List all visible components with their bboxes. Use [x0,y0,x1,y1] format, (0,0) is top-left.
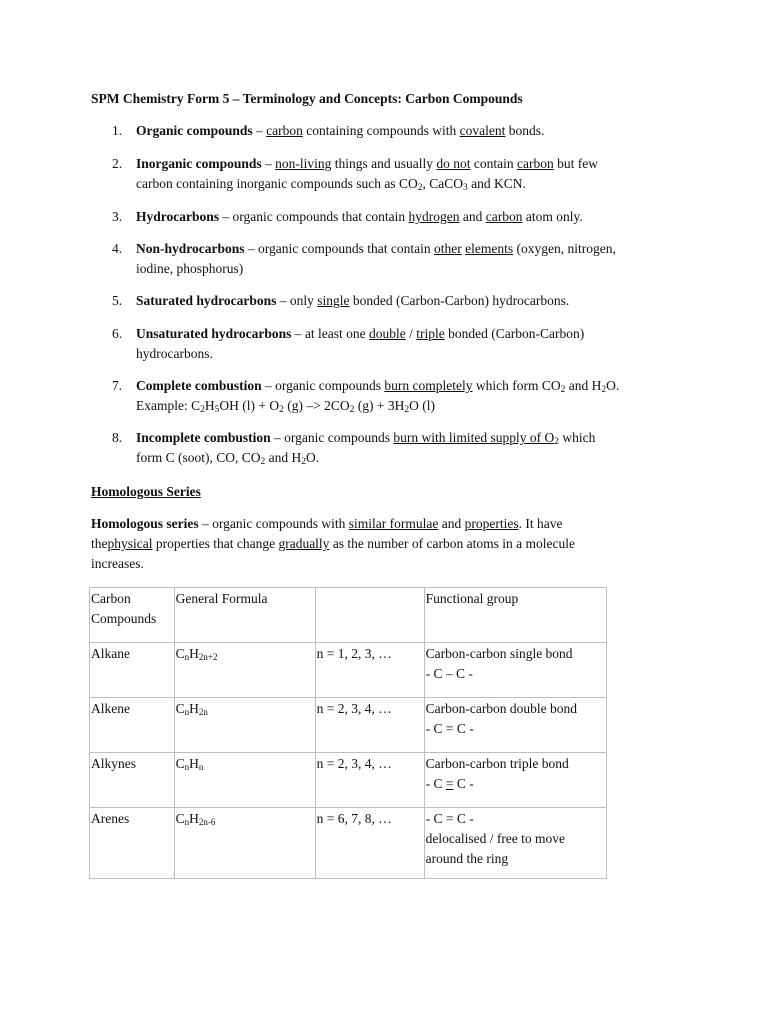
text: only [289,293,318,308]
text: things and usually [331,156,437,171]
compound-name: Alkane [90,643,175,698]
subscript: 2 [301,457,306,467]
group-text: Carbon-carbon triple bond [425,756,569,771]
header-cell [90,588,175,643]
text: (oxygen, nitrogen, [513,241,616,256]
item-number: 2. [112,156,123,171]
text: H [204,398,215,413]
text: – organic compounds with [198,516,349,531]
subscript: n [184,652,190,662]
header-cell: Functional group [424,588,606,643]
term: Hydrocarbons [136,209,220,224]
keyword: burn completely [384,378,473,393]
keyword: do not [436,156,471,171]
compound-name: Alkynes [90,753,175,808]
dash: – [244,241,259,256]
text: form C (soot), CO, CO [136,450,261,465]
keyword: elements [465,241,514,256]
formula-part: H [189,756,199,771]
group-bond: - C = C - [425,721,474,736]
item-text [136,121,692,141]
table-row [90,753,607,808]
table-row [90,808,607,879]
header-text: Compounds [91,611,157,626]
functional-group [424,808,606,879]
term: Organic compounds [136,123,253,138]
term: Non-hydrocarbons [136,241,245,256]
subscript: 2 [404,405,410,415]
subscript: 2 [279,405,284,415]
general-formula [174,808,315,879]
subscript: 2 [554,437,559,447]
item-number: 3. [112,209,123,224]
term: Unsaturated hydrocarbons [136,326,292,341]
header-cell [315,588,424,643]
dash: – [261,156,276,171]
keyword: single [317,293,350,308]
keyword: triple [416,326,445,341]
subscript: n [184,762,190,772]
text: Example: C [136,398,201,413]
keyword [393,430,559,445]
keyword-text: burn with limited supply of O [393,430,555,445]
text: but few [553,156,599,171]
text: bonds. [505,123,545,138]
dash: – [219,209,233,224]
text: O (l) [409,398,435,413]
formula-part: H [189,646,199,661]
text: OH (l) + O [219,398,280,413]
text: organic compounds [284,430,394,445]
dash: – [270,430,285,445]
keyword: similar formulae [348,516,439,531]
keyword: double [369,326,406,341]
term: Saturated hydrocarbons [136,293,277,308]
group-bond: - C – C - [425,666,473,681]
subscript: 2 [260,457,266,467]
text: bonded (Carbon-Carbon) hydrocarbons. [349,293,570,308]
subscript: 2n+2 [198,652,218,662]
keyword: gradually [278,536,330,551]
text: hydrocarbons. [136,346,213,361]
item-text [136,239,692,279]
functional-group [424,698,606,753]
homologous-series-table [89,587,607,879]
subscript: n [184,707,190,717]
dash: – [291,326,305,341]
text: bonded (Carbon-Carbon) [444,326,585,341]
item-number: 4. [112,241,123,256]
subscript: n [184,817,190,827]
table-row [90,643,607,698]
text: O. [306,450,320,465]
n-range: n = 6, 7, 8, … [315,808,424,879]
keyword: carbon [266,123,303,138]
text: contain [470,156,518,171]
text: the [91,536,108,551]
text: , CaCO [422,176,463,191]
keyword: covalent [459,123,506,138]
text: O. [606,378,620,393]
item-text [136,207,692,227]
header-cell: General Formula [174,588,315,643]
keyword: other [434,241,462,256]
dash: – [276,293,290,308]
subscript: n [198,762,204,772]
dash: – [261,378,276,393]
formula-part: H [189,811,199,826]
text: containing compounds with [302,123,460,138]
term: Complete combustion [136,378,262,393]
formula-part: C [175,701,185,716]
dash: – [252,123,267,138]
group-bond [426,776,474,791]
item-number: 6. [112,326,123,341]
compound-name: Arenes [90,808,175,879]
table-row [90,698,607,753]
subscript: 2 [601,385,607,395]
item-text [136,324,692,364]
bond-part: C - [453,776,474,791]
functional-group [424,753,606,808]
homologous-paragraph [91,514,691,574]
text: and H [265,450,302,465]
text: properties that change [152,536,279,551]
text: (g) –> 2CO [283,398,350,413]
general-formula [174,643,315,698]
text: increases. [91,556,144,571]
page-title: SPM Chemistry Form 5 – Terminology and Concepts: Carbon Compounds [91,91,523,106]
group-text: Carbon-carbon double bond [425,701,578,716]
item-number: 7. [112,378,123,393]
keyword: non-living [275,156,332,171]
subscript: 2 [560,385,566,395]
group-text: Carbon-carbon single bond [425,646,573,661]
formula-part: H [189,701,199,716]
subscript: 2n [198,707,208,717]
general-formula [174,698,315,753]
section-heading-homologous: Homologous Series [91,484,201,499]
subscript: 2 [349,405,355,415]
text: and KCN. [467,176,526,191]
subscript: 2n-6 [198,817,216,827]
keyword: carbon [517,156,554,171]
item-number: 8. [112,430,123,445]
text: as the number of carbon atoms in a molecule [329,536,575,551]
text: organic compounds [275,378,385,393]
text: atom only. [522,209,583,224]
text: and [438,516,465,531]
subscript: 2 [200,405,205,415]
item-text [136,428,692,468]
subscript: 2 [417,183,423,193]
group-text: delocalised / free to move [425,831,566,846]
term: Incomplete combustion [136,430,271,445]
bond-part: - C [425,776,446,791]
text: at least one [304,326,370,341]
text: which [558,430,596,445]
text: / [405,326,417,341]
term: Inorganic compounds [136,156,262,171]
n-range: n = 2, 3, 4, … [315,698,424,753]
header-text: Carbon [91,591,131,606]
triple-bond-symbol: = [445,776,454,791]
item-text [136,376,692,416]
formula-part: C [175,756,185,771]
text: (g) + 3H [354,398,405,413]
subscript: 3 [462,183,468,193]
text: and H [565,378,602,393]
general-formula [174,753,315,808]
term: Homologous series [91,516,199,531]
text: iodine, phosphorus) [136,261,244,276]
item-number: 5. [112,293,123,308]
item-text [136,291,692,311]
item-number: 1. [112,123,123,138]
text: and [459,209,486,224]
keyword: physical [107,536,153,551]
text: carbon containing inorganic compounds such as CO [136,176,418,191]
formula-part: C [175,811,185,826]
group-text: around the ring [425,851,509,866]
text: which form CO [472,378,561,393]
keyword: properties [464,516,519,531]
keyword: hydrogen [408,209,460,224]
subscript: 5 [214,405,220,415]
formula-part: C [175,646,185,661]
text: organic compounds that contain [258,241,434,256]
item-text [136,154,692,194]
compound-name: Alkene [90,698,175,753]
n-range: n = 2, 3, 4, … [315,753,424,808]
keyword: carbon [485,209,523,224]
table-header-row [90,588,607,643]
n-range: n = 1, 2, 3, … [315,643,424,698]
functional-group [424,643,606,698]
text: . It have [518,516,563,531]
group-bond: - C = C - [425,811,474,826]
text: organic compounds that contain [232,209,409,224]
